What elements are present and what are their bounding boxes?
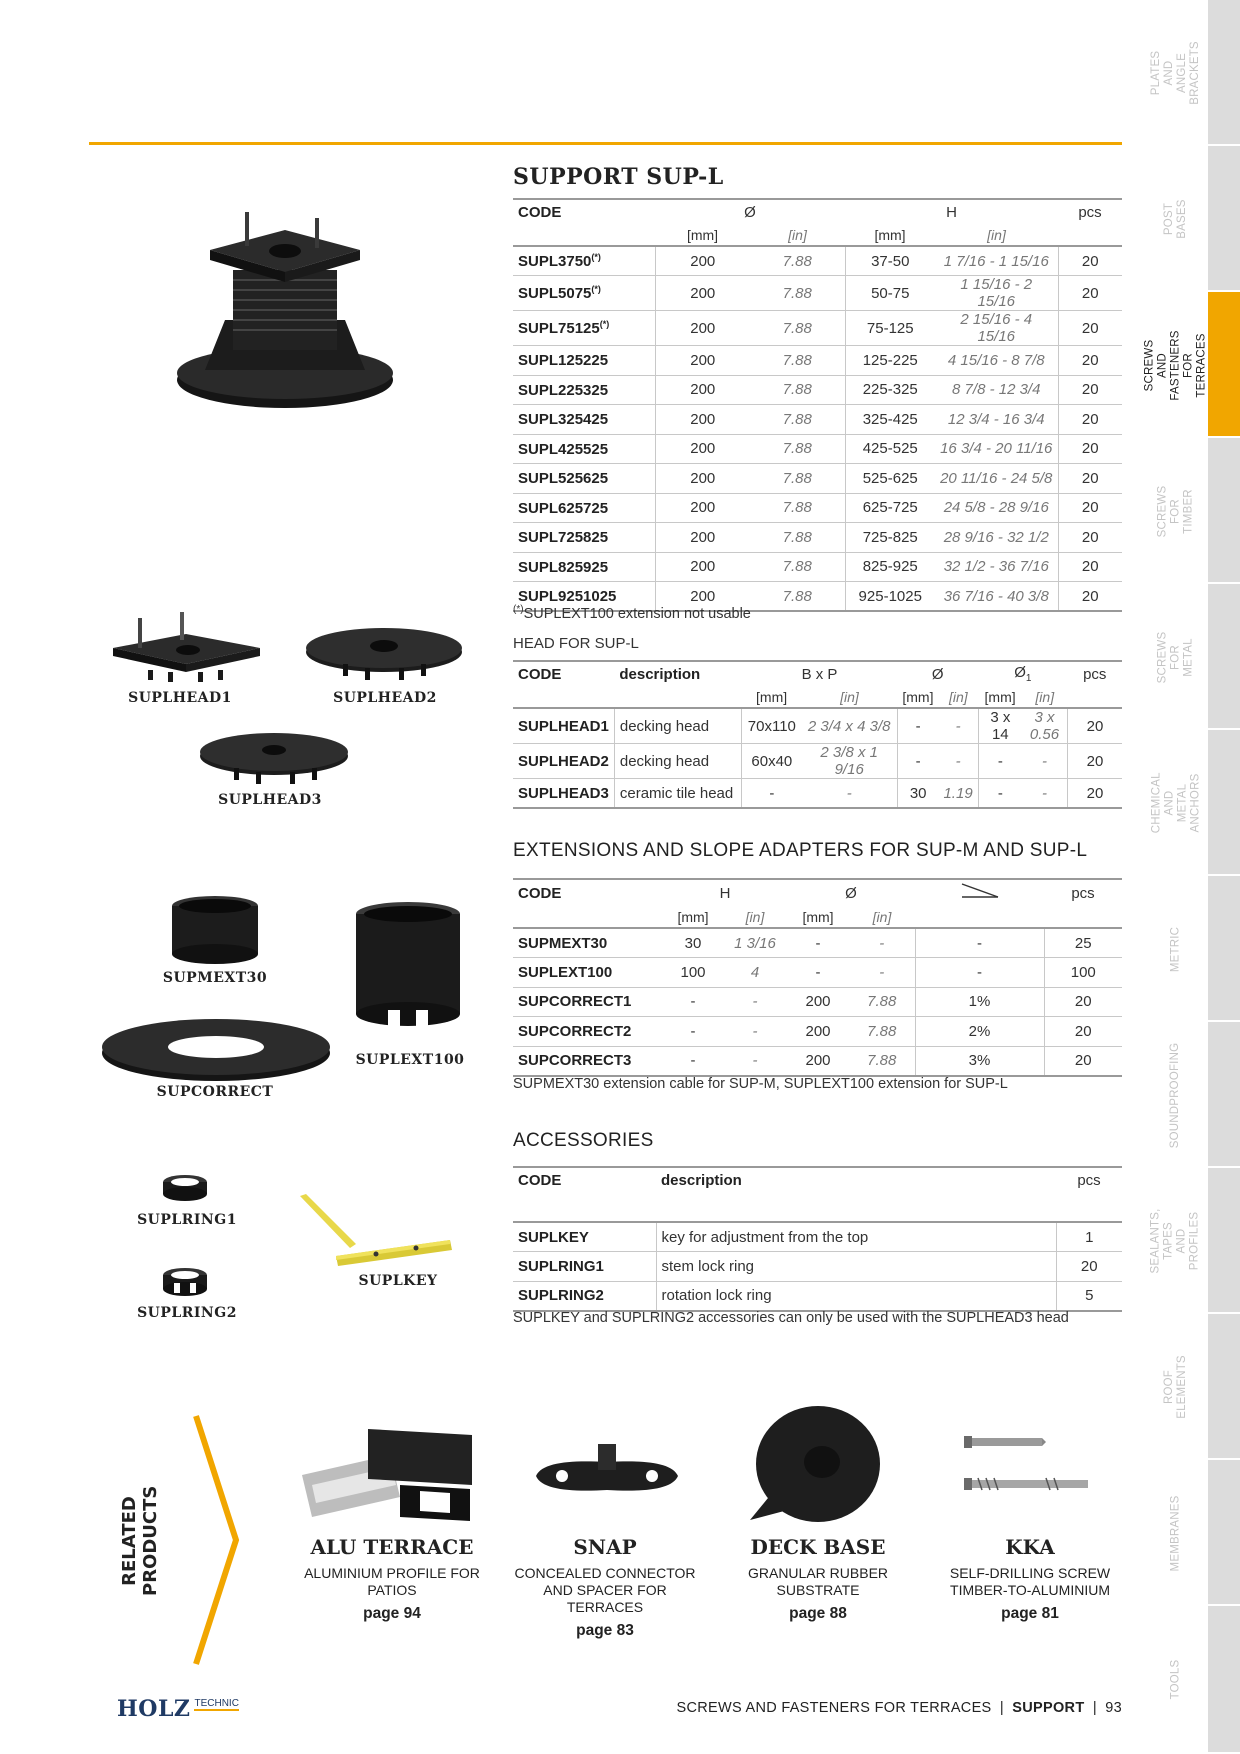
related-page-link[interactable]: page 88 — [789, 1605, 847, 1622]
table-row — [513, 405, 1122, 435]
related-name: KKA — [1005, 1535, 1055, 1559]
unit-mm: [mm] — [978, 686, 1022, 708]
deck-base-image — [748, 1402, 884, 1522]
table-row — [513, 708, 1122, 744]
table-cell: - — [938, 744, 978, 779]
row-code: SUPL525625 — [513, 464, 655, 494]
table-cell: - — [915, 928, 1044, 958]
table-cell: 20 — [1058, 552, 1122, 582]
support-header-diameter: Ø — [655, 199, 845, 224]
table-cell: 32 1/2 - 36 7/16 — [935, 552, 1058, 582]
row-code: SUPCORRECT2 — [513, 1017, 663, 1047]
table-cell: 30 — [897, 779, 938, 809]
extensions-note: SUPMEXT30 extension cable for SUP-M, SUPLEXT100 extension for SUP-L — [513, 1076, 1008, 1092]
table-cell: 200 — [787, 987, 849, 1017]
table-cell: 7.88 — [750, 405, 845, 435]
table-cell: 200 — [655, 405, 750, 435]
sidebar-label-timber[interactable]: SCREWS FOR TIMBER — [1156, 485, 1195, 537]
unit-in: [in] — [1022, 686, 1068, 708]
table-cell: - — [787, 958, 849, 988]
suplkey-image — [296, 1192, 456, 1272]
ext-header-diameter: Ø — [787, 879, 915, 906]
table-cell: 12 3/4 - 16 3/4 — [935, 405, 1058, 435]
table-cell: 7.88 — [750, 346, 845, 376]
table-cell: - — [663, 1046, 723, 1076]
related-name: DECK BASE — [750, 1535, 886, 1559]
table-row — [513, 346, 1122, 376]
head-table — [513, 660, 1122, 809]
table-cell: 200 — [655, 346, 750, 376]
table-cell: 36 7/16 - 40 3/8 — [935, 582, 1058, 612]
table-cell: 7.88 — [750, 493, 845, 523]
table-cell: 20 — [1058, 346, 1122, 376]
row-code: SUPCORRECT1 — [513, 987, 663, 1017]
table-cell: 20 — [1068, 708, 1122, 744]
table-cell: 425-525 — [845, 434, 935, 464]
table-cell: 1 7/16 - 1 15/16 — [935, 246, 1058, 276]
row-code: SUPLEXT100 — [513, 958, 663, 988]
table-row — [513, 1252, 1122, 1282]
header-rule — [89, 142, 1122, 145]
table-cell: 37-50 — [845, 246, 935, 276]
table-cell: 8 7/8 - 12 3/4 — [935, 375, 1058, 405]
sidebar-tab-soundproofing[interactable] — [1208, 1022, 1240, 1168]
table-cell: 200 — [655, 582, 750, 612]
table-cell: 20 — [1058, 523, 1122, 553]
table-cell: 125-225 — [845, 346, 935, 376]
related-deck-base[interactable] — [723, 1535, 913, 1623]
table-cell: 525-625 — [845, 464, 935, 494]
table-cell: 20 — [1056, 1252, 1122, 1282]
support-header-code: CODE — [513, 199, 655, 224]
table-cell: 20 — [1058, 246, 1122, 276]
table-cell: 7.88 — [750, 276, 845, 311]
table-cell: decking head — [614, 708, 741, 744]
page-number: 93 — [1105, 1700, 1122, 1716]
row-code: SUPL425525 — [513, 434, 655, 464]
slope-angle-icon — [915, 879, 1044, 906]
table-row — [513, 523, 1122, 553]
table-cell: 7.88 — [750, 434, 845, 464]
sidebar-tab-metal[interactable] — [1208, 584, 1240, 730]
sidebar-tab-post-bases[interactable] — [1208, 146, 1240, 292]
unit-mm: [mm] — [742, 686, 802, 708]
row-code: SUPL325425 — [513, 405, 655, 435]
sidebar-tab-metric[interactable] — [1208, 876, 1240, 1022]
row-code: SUPLHEAD3 — [513, 779, 614, 809]
head-header-pcs: pcs — [1068, 661, 1122, 686]
table-cell: - — [723, 987, 787, 1017]
table-cell: 28 9/16 - 32 1/2 — [935, 523, 1058, 553]
sidebar-label-roof[interactable]: ROOF ELEMENTS — [1163, 1355, 1188, 1419]
table-cell: 3 x 0.56 — [1022, 708, 1068, 744]
row-code: SUPLHEAD1 — [513, 708, 614, 744]
suplhead2-label: SUPLHEAD2 — [333, 690, 437, 706]
table-cell: ceramic tile head — [614, 779, 741, 809]
table-cell: 7.88 — [750, 523, 845, 553]
head-header-diameter: Ø — [897, 661, 978, 686]
suplhead1-label: SUPLHEAD1 — [128, 690, 232, 706]
acc-header-pcs: pcs — [1056, 1167, 1122, 1192]
brand-logo: HOLZ TECHNIC — [117, 1696, 239, 1722]
table-row — [513, 1017, 1122, 1047]
related-kka[interactable] — [935, 1535, 1125, 1623]
sidebar-label-soundproofing[interactable]: SOUNDPROOFING — [1169, 1042, 1182, 1148]
row-code: SUPL225325 — [513, 375, 655, 405]
unit-in: [in] — [938, 686, 978, 708]
table-cell: - — [849, 958, 915, 988]
table-cell: 20 — [1068, 779, 1122, 809]
sidebar-tab-anchors[interactable] — [1208, 730, 1240, 876]
table-cell: 1 3/16 — [723, 928, 787, 958]
extensions-table — [513, 878, 1122, 1077]
table-cell: 925-1025 — [845, 582, 935, 612]
table-cell: 1 — [1056, 1222, 1122, 1252]
table-cell: 50-75 — [845, 276, 935, 311]
table-row — [513, 1281, 1122, 1311]
table-cell: 200 — [655, 375, 750, 405]
unit-mm: [mm] — [663, 906, 723, 928]
table-row — [513, 493, 1122, 523]
table-row — [513, 744, 1122, 779]
table-cell: 7.88 — [750, 375, 845, 405]
table-cell: - — [1022, 779, 1068, 809]
table-cell: 20 — [1058, 493, 1122, 523]
table-row — [513, 1046, 1122, 1076]
sidebar-label-sealants[interactable]: SEALANTS, TAPES AND PROFILES — [1150, 1208, 1202, 1274]
related-description: CONCEALED CONNECTOR AND SPACER FOR TERRACES — [514, 1565, 696, 1615]
table-cell: 7.88 — [750, 311, 845, 346]
table-cell: 20 — [1058, 464, 1122, 494]
suplkey-label: SUPLKEY — [358, 1273, 438, 1289]
table-cell: 200 — [655, 276, 750, 311]
table-cell: 20 — [1044, 1017, 1122, 1047]
suplhead3-image — [198, 722, 350, 790]
suplhead3-label: SUPLHEAD3 — [218, 792, 322, 808]
sidebar-label-metal[interactable]: SCREWS FOR METAL — [1156, 631, 1195, 683]
table-cell: 7.88 — [849, 987, 915, 1017]
sidebar-tab-membranes[interactable] — [1208, 1460, 1240, 1606]
table-cell: 30 — [663, 928, 723, 958]
supcorrect-image — [100, 1015, 332, 1087]
related-chevron — [192, 1412, 242, 1668]
table-cell: - — [723, 1046, 787, 1076]
accessories-title: ACCESSORIES — [513, 1130, 654, 1151]
sidebar-label-anchors[interactable]: CHEMICAL AND METAL ANCHORS — [1150, 772, 1202, 834]
table-cell: 1.19 — [938, 779, 978, 809]
table-cell: 325-425 — [845, 405, 935, 435]
unit-mm: [mm] — [655, 224, 750, 246]
related-page-link[interactable]: page 83 — [576, 1622, 634, 1639]
unit-in: [in] — [935, 224, 1058, 246]
table-cell: 20 — [1044, 987, 1122, 1017]
sidebar-tab-timber[interactable] — [1208, 438, 1240, 584]
table-row — [513, 958, 1122, 988]
table-row — [513, 311, 1122, 346]
table-row — [513, 987, 1122, 1017]
table-cell: 5 — [1056, 1281, 1122, 1311]
table-cell: 3 x 14 — [978, 708, 1022, 744]
sidebar-tab-tools[interactable] — [1208, 1606, 1240, 1754]
table-cell: 20 — [1044, 1046, 1122, 1076]
unit-mm: [mm] — [787, 906, 849, 928]
table-cell: 200 — [655, 493, 750, 523]
suplring1-label: SUPLRING1 — [137, 1212, 237, 1228]
table-cell: 200 — [655, 523, 750, 553]
table-cell: - — [723, 1017, 787, 1047]
table-cell: 2% — [915, 1017, 1044, 1047]
table-row — [513, 375, 1122, 405]
row-code: SUPL3750(*) — [513, 246, 655, 276]
suplhead1-image — [108, 610, 263, 685]
row-code: SUPLRING1 — [513, 1252, 656, 1282]
support-header-pcs: pcs — [1058, 199, 1122, 224]
sidebar-tab-sealants[interactable] — [1208, 1168, 1240, 1314]
table-cell: - — [915, 958, 1044, 988]
suplhead2-image — [303, 618, 465, 688]
support-table — [513, 198, 1122, 612]
table-cell: - — [787, 928, 849, 958]
table-cell: 70x110 — [742, 708, 802, 744]
table-row — [513, 779, 1122, 809]
supmext30-image — [168, 892, 262, 966]
table-cell: 20 — [1058, 405, 1122, 435]
snap-image — [532, 1440, 682, 1510]
table-cell: 20 11/16 - 24 5/8 — [935, 464, 1058, 494]
table-row — [513, 552, 1122, 582]
table-row — [513, 1222, 1122, 1252]
sidebar-label-terraces[interactable]: SCREWS AND FASTENERS FOR TERRACES — [1143, 329, 1208, 401]
sidebar-tab-roof[interactable] — [1208, 1314, 1240, 1460]
supmext30-label: SUPMEXT30 — [162, 970, 268, 986]
table-cell: - — [663, 1017, 723, 1047]
table-cell: 75-125 — [845, 311, 935, 346]
table-cell: - — [897, 744, 938, 779]
table-cell: 60x40 — [742, 744, 802, 779]
related-page-link[interactable]: page 81 — [1001, 1605, 1059, 1622]
ext-header-height: H — [663, 879, 787, 906]
row-code: SUPL75125(*) — [513, 311, 655, 346]
related-name: ALU TERRACE — [310, 1535, 474, 1559]
table-cell: 725-825 — [845, 523, 935, 553]
ext-header-pcs: pcs — [1044, 879, 1122, 906]
row-code: SUPL125225 — [513, 346, 655, 376]
table-cell: 2 3/4 x 4 3/8 — [802, 708, 898, 744]
table-cell: 625-725 — [845, 493, 935, 523]
table-cell: 20 — [1058, 311, 1122, 346]
table-cell: 20 — [1058, 434, 1122, 464]
head-header-diameter1: $Ø_1$ — [978, 661, 1067, 686]
table-cell: 200 — [655, 434, 750, 464]
table-cell: 200 — [787, 1046, 849, 1076]
table-cell: 2 3/8 x 1 9/16 — [802, 744, 898, 779]
sidebar-tab-plates[interactable] — [1208, 0, 1240, 146]
table-cell: - — [938, 708, 978, 744]
table-row — [513, 928, 1122, 958]
unit-in: [in] — [750, 224, 845, 246]
table-cell: - — [663, 987, 723, 1017]
row-code: SUPMEXT30 — [513, 928, 663, 958]
table-cell: - — [978, 744, 1022, 779]
table-cell: 25 — [1044, 928, 1122, 958]
table-cell: 200 — [655, 311, 750, 346]
table-cell: 20 — [1058, 582, 1122, 612]
row-code: SUPL725825 — [513, 523, 655, 553]
head-header-description: description — [614, 661, 741, 686]
table-cell: stem lock ring — [656, 1252, 1056, 1282]
table-cell: rotation lock ring — [656, 1281, 1056, 1311]
kka-screws-image — [962, 1428, 1092, 1498]
table-cell: - — [1022, 744, 1068, 779]
sidebar-label-metric[interactable]: METRIC — [1169, 926, 1182, 972]
row-code: SUPL625725 — [513, 493, 655, 523]
section-sidebar — [1208, 0, 1240, 1754]
row-code: SUPL9251025 — [513, 582, 655, 612]
supcorrect-label: SUPCORRECT — [156, 1084, 274, 1100]
related-snap[interactable] — [510, 1535, 700, 1640]
table-cell: 100 — [663, 958, 723, 988]
row-code: SUPLKEY — [513, 1222, 656, 1252]
row-code: SUPL5075(*) — [513, 276, 655, 311]
unit-in: [in] — [723, 906, 787, 928]
table-cell: 4 — [723, 958, 787, 988]
table-cell: - — [742, 779, 802, 809]
table-cell: 200 — [787, 1017, 849, 1047]
related-description: GRANULAR RUBBER SUBSTRATE — [747, 1565, 889, 1598]
table-cell: 200 — [655, 246, 750, 276]
table-cell: - — [897, 708, 938, 744]
table-cell: 7.88 — [750, 464, 845, 494]
extensions-title: EXTENSIONS AND SLOPE ADAPTERS FOR SUP-M AND SUP-L — [513, 840, 1088, 861]
unit-in: [in] — [849, 906, 915, 928]
sidebar-label-post-bases[interactable]: POST BASES — [1163, 199, 1188, 239]
related-description: ALUMINIUM PROFILE FOR PATIOS — [304, 1565, 480, 1598]
related-name: SNAP — [573, 1535, 637, 1559]
suplring2-image — [160, 1265, 210, 1299]
support-header-height: H — [845, 199, 1058, 224]
related-products-label: RELATED PRODUCTS — [119, 1485, 161, 1596]
table-cell: 1 15/16 - 2 15/16 — [935, 276, 1058, 311]
table-cell: 24 5/8 - 28 9/16 — [935, 493, 1058, 523]
unit-in: [in] — [802, 686, 898, 708]
table-cell: decking head — [614, 744, 741, 779]
table-cell: - — [978, 779, 1022, 809]
table-cell: 200 — [655, 464, 750, 494]
table-cell: 225-325 — [845, 375, 935, 405]
sidebar-label-membranes[interactable]: MEMBRANES — [1169, 1495, 1182, 1571]
row-code: SUPLRING2 — [513, 1281, 656, 1311]
table-cell: 1% — [915, 987, 1044, 1017]
table-cell: 20 — [1068, 744, 1122, 779]
related-alu-terrace[interactable] — [297, 1535, 487, 1623]
table-cell: key for adjustment from the top — [656, 1222, 1056, 1252]
table-cell: - — [802, 779, 898, 809]
suplring1-image — [160, 1172, 210, 1202]
table-cell: 7.88 — [750, 246, 845, 276]
acc-header-description: description — [656, 1167, 1056, 1192]
accessories-note: SUPLKEY and SUPLRING2 accessories can only be used with the SUPLHEAD3 head — [513, 1310, 1069, 1326]
suplext100-image — [352, 900, 464, 1030]
table-cell: 7.88 — [750, 582, 845, 612]
related-page-link[interactable]: page 94 — [363, 1605, 421, 1622]
support-title: SUPPORT SUP-L — [513, 164, 724, 190]
row-code: SUPL825925 — [513, 552, 655, 582]
row-code: SUPCORRECT3 — [513, 1046, 663, 1076]
table-cell: 3% — [915, 1046, 1044, 1076]
table-row — [513, 246, 1122, 276]
sidebar-label-tools[interactable]: TOOLS — [1169, 1659, 1182, 1699]
head-title: HEAD FOR SUP-L — [513, 635, 639, 652]
head-header-code: CODE — [513, 661, 614, 686]
table-cell: 7.88 — [849, 1017, 915, 1047]
table-cell: 825-925 — [845, 552, 935, 582]
accessories-table — [513, 1166, 1122, 1312]
table-cell: 7.88 — [849, 1046, 915, 1076]
table-cell: 7.88 — [750, 552, 845, 582]
footer-breadcrumb: SCREWS AND FASTENERS FOR TERRACES | SUPPORT | 93 — [676, 1700, 1122, 1716]
table-row — [513, 464, 1122, 494]
table-cell: 16 3/4 - 20 11/16 — [935, 434, 1058, 464]
table-cell: 4 15/16 - 8 7/8 — [935, 346, 1058, 376]
unit-mm: [mm] — [845, 224, 935, 246]
table-cell: 20 — [1058, 375, 1122, 405]
alu-terrace-image — [300, 1425, 475, 1525]
table-cell: 2 15/16 - 4 15/16 — [935, 311, 1058, 346]
sidebar-label-plates[interactable]: PLATES AND ANGLE BRACKETS — [1150, 41, 1201, 105]
acc-header-code: CODE — [513, 1167, 656, 1192]
table-row — [513, 276, 1122, 311]
support-footnote: (*)SUPLEXT100 extension not usable — [513, 604, 751, 622]
ext-header-code: CODE — [513, 879, 663, 906]
table-row — [513, 434, 1122, 464]
unit-mm: [mm] — [897, 686, 938, 708]
head-header-bxp: B x P — [742, 661, 898, 686]
table-cell: - — [849, 928, 915, 958]
row-code: SUPLHEAD2 — [513, 744, 614, 779]
related-description: SELF-DRILLING SCREW TIMBER-TO-ALUMINIUM — [949, 1565, 1111, 1598]
suplext100-label: SUPLEXT100 — [355, 1052, 465, 1068]
suplring2-label: SUPLRING2 — [137, 1305, 237, 1321]
table-cell: 200 — [655, 552, 750, 582]
sup-l-support-image — [165, 210, 405, 420]
table-cell: 20 — [1058, 276, 1122, 311]
table-cell: 100 — [1044, 958, 1122, 988]
sidebar-tab-terraces[interactable] — [1208, 292, 1240, 438]
